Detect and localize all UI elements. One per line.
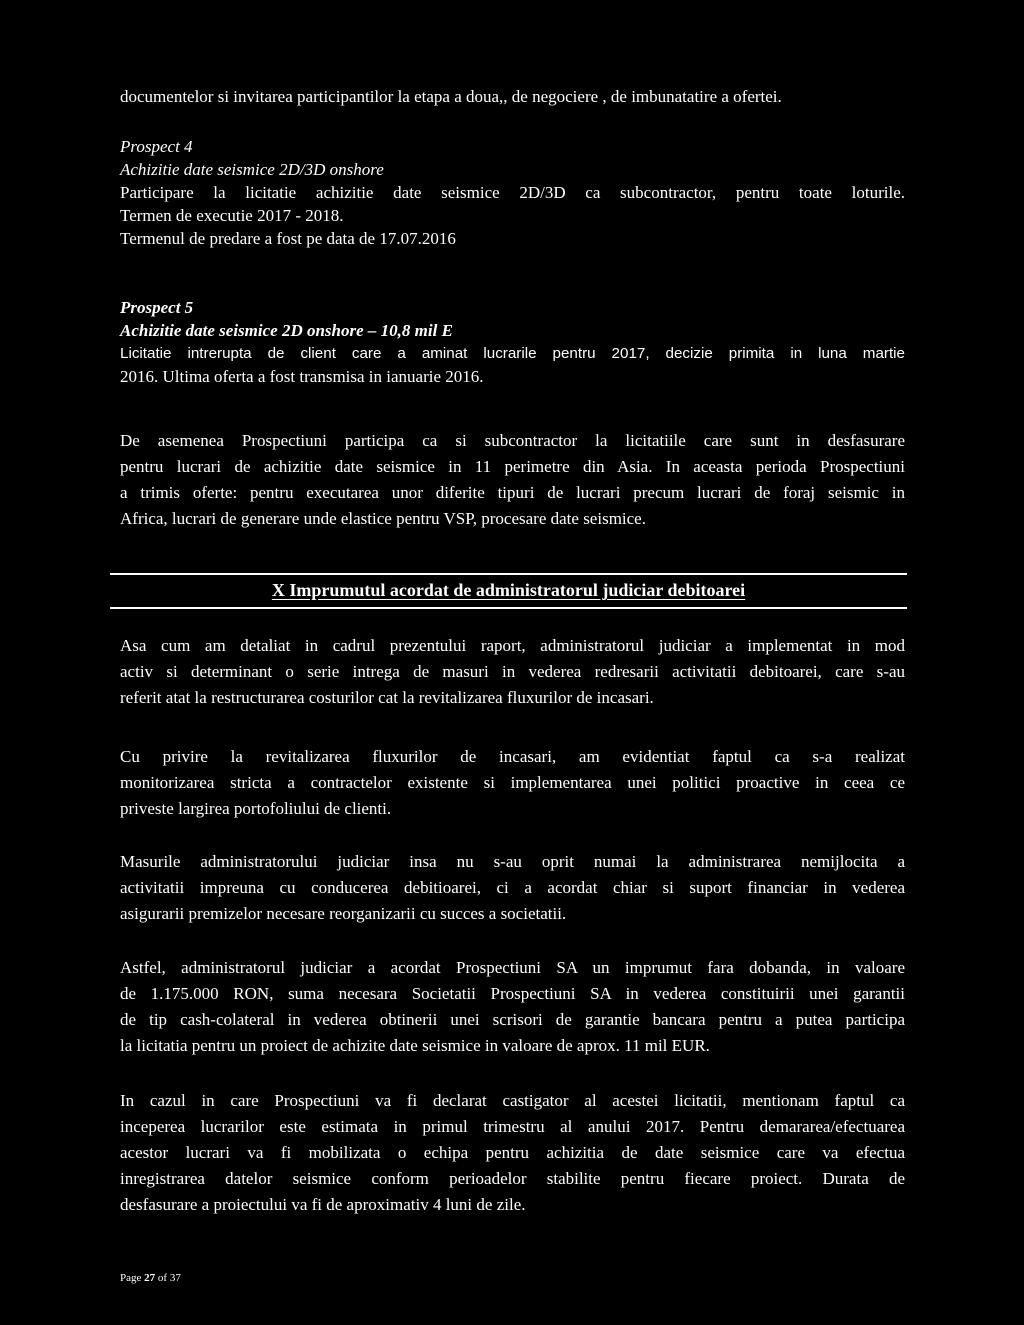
prospect-4-section: [120, 135, 905, 250]
paragraph-asa-cum: [120, 633, 905, 711]
paragraph-line: asigurarii premizelor necesare reorganizarii cu succes a societatii.: [120, 904, 567, 923]
paragraph-line: pentru lucrari de achizitie date seismice in 11 perimetre din Asia. In aceasta perioda Prospectiuni: [120, 457, 905, 476]
paragraph-masurile: [120, 849, 905, 927]
paragraph-line: Cu privire la revitalizarea fluxurilor de incasari, am evidentiat faptul ca s-a realizat: [120, 747, 905, 766]
paragraph-in-cazul: [120, 1088, 905, 1218]
footer-prefix: Page: [120, 1272, 145, 1284]
paragraph-line: acestor lucrari va fi mobilizata o echipa pentru achizitia de date seismice care va efectua: [120, 1143, 905, 1162]
paragraph-line: monitorizarea stricta a contractelor existente si implementarea unei politici proactive in ceea ce: [120, 773, 905, 792]
section-title: [110, 578, 907, 602]
paragraph-line: inregistrarea datelor seismice conform perioadelor stabilite pentru fiecare proiect. Durata de: [120, 1169, 905, 1188]
page-footer: [120, 1271, 181, 1285]
paragraph-line: inceperea lucrarilor este estimata in primul trimestru al anului 2017. Pentru demararea/efectuarea: [120, 1117, 905, 1136]
paragraph-astfel: [120, 955, 905, 1059]
paragraph-line: la licitatia pentru un proiect de achizite date seismice in valoare de aprox. 11 mil EUR.: [120, 1036, 710, 1055]
paragraph-line: activitatii impreuna cu conducerea debitioarei, ci a acordat chiar si suport financiar in vederea: [120, 878, 905, 897]
prospect-5-text-line-1: Licitatie intrerupta de client care a aminat lucrarile pentru 2017, decizie primita in luna martie: [120, 345, 905, 362]
prospect-5-subtitle: Achizitie date seismice 2D onshore – 10,8 mil E: [120, 321, 453, 340]
footer-total-pages: 37: [169, 1272, 181, 1284]
paragraph-line: de tip cash-colateral in vederea obtinerii unei scrisori de garantie bancara pentru a putea participa: [120, 1010, 905, 1029]
prospect-5-text-line-2: 2016. Ultima oferta a fost transmisa in ianuarie 2016.: [120, 367, 484, 386]
paragraph-line: De asemenea Prospectiuni participa ca si subcontractor la licitatiile care sunt in desfasurare: [120, 431, 905, 450]
footer-current-page: 27: [144, 1272, 156, 1284]
paragraph-line: a trimis oferte: pentru executarea unor diferite tipuri de lucrari precum lucrari de foraj seismic in: [120, 483, 905, 502]
paragraph-line: Astfel, administratorul judiciar a acordat Prospectiuni SA un imprumut fara dobanda, in valoare: [120, 958, 905, 977]
paragraph-line: In cazul in care Prospectiuni va fi declarat castigator al acestei licitatii, mentionam faptul ca: [120, 1091, 905, 1110]
paragraph-cu-privire: [120, 744, 905, 822]
paragraph-line: Africa, lucrari de generare unde elastice pentru VSP, procesare date seismice.: [120, 509, 646, 528]
intro-continuation: [120, 85, 905, 108]
paragraph-line: desfasurare a proiectului va fi de aproximativ 4 luni de zile.: [120, 1195, 526, 1214]
section-bottom-rule: [110, 607, 907, 609]
prospect-4-line-1: Participare la licitatie achizitie date seismice 2D/3D ca subcontractor, pentru toate loturile.: [120, 183, 905, 202]
prospect-4-line-3: Termenul de predare a fost pe data de 17.07.2016: [120, 229, 456, 248]
intro-text: documentelor si invitarea participantilor la etapa a doua,, de negociere , de imbunatatire a ofertei.: [120, 87, 782, 106]
prospect-5-section: [120, 296, 905, 388]
paragraph-line: Masurile administratorului judiciar insa nu s-au oprit numai la administrarea nemijlocita a: [120, 852, 905, 871]
section-top-rule: [110, 573, 907, 575]
paragraph-asemenea: [120, 428, 905, 532]
paragraph-line: activ si determinant o serie intrega de masuri in vederea redresarii activitatii debitoarei, care s-au: [120, 662, 905, 681]
prospect-4-heading: Prospect 4: [120, 137, 193, 156]
paragraph-line: de 1.175.000 RON, suma necesara Societatii Prospectiuni SA in vederea constituirii unei garantii: [120, 984, 905, 1003]
paragraph-line: Asa cum am detaliat in cadrul prezentului raport, administratorul judiciar a implementat in mod: [120, 636, 905, 655]
prospect-4-line-2: Termen de executie 2017 - 2018.: [120, 206, 344, 225]
prospect-5-heading: Prospect 5: [120, 298, 194, 317]
paragraph-line: referit atat la restructurarea costurilor cat la revitalizarea fluxurilor de incasari.: [120, 688, 654, 707]
section-title-text: X Imprumutul acordat de administratorul judiciar debitoarei: [271, 580, 746, 600]
footer-of: of: [155, 1272, 170, 1284]
paragraph-line: priveste largirea portofoliului de clienti.: [120, 799, 392, 818]
prospect-4-subtitle: Achizitie date seismice 2D/3D onshore: [120, 160, 384, 179]
